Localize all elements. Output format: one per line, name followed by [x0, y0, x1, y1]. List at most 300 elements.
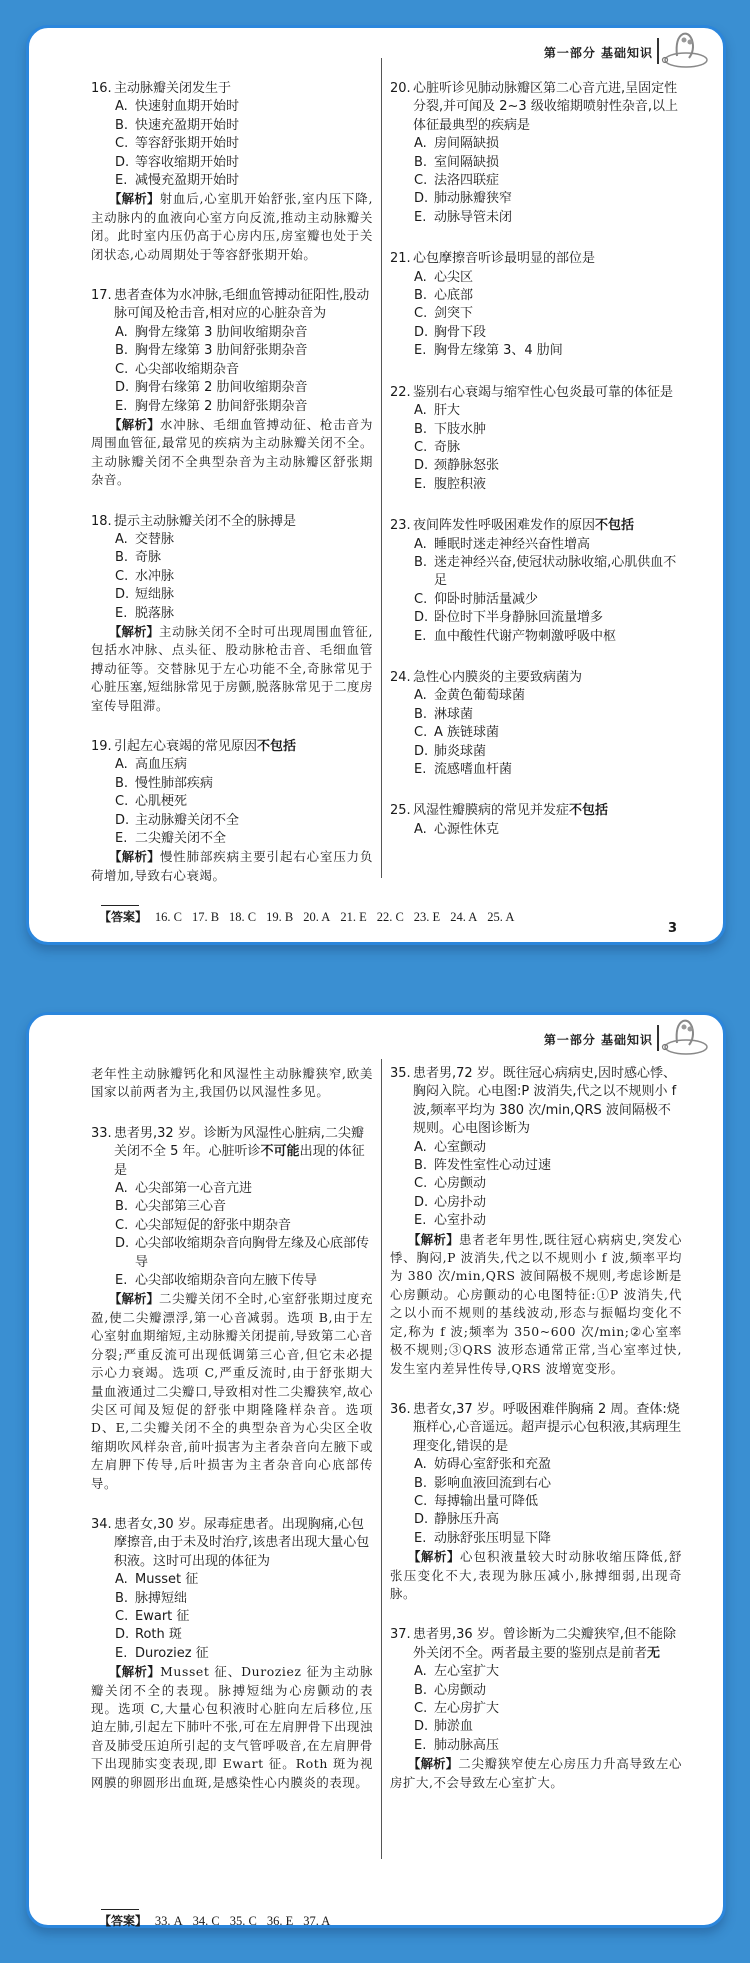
answer-option [390, 439, 682, 457]
explanation-text: 水冲脉、毛细血管搏动征、枪击音为周围血管征,最常见的疾病为主动脉瓣关闭不全。主动脉瓣关闭不全典型杂音为主动脉瓣区舒张期杂音。 [91, 416, 373, 488]
question-text: 患者查体为水冲脉,毛细血管搏动征阳性,股动脉可闻及枪击音,相对应的心脏杂音为 [114, 288, 370, 322]
explanation-text: 心包积液量较大时动脉收缩压降低,舒张压变化不大,表现为脉压减小,脉搏细弱,出现奇脉。 [390, 1549, 683, 1601]
answer-entry: 21. E [340, 910, 367, 924]
option-letter: D. [414, 191, 429, 207]
option-text: 腹腔积液 [434, 476, 487, 492]
explanation-label: 【解析】 [408, 1756, 459, 1772]
option-text: 心尖部短促的舒张中期杂音 [135, 1217, 292, 1233]
option-letter: E. [115, 605, 128, 621]
option-letter: C. [414, 306, 428, 322]
answer-option [390, 402, 682, 420]
option-letter: D. [414, 1512, 429, 1528]
question-text: 患者女,30 岁。尿毒症患者。出现胸痛,心包摩擦音,由于未及时治疗,该患者出现大量心包积液。这时可出现的体征为 [114, 1516, 370, 1569]
answer-option [390, 209, 682, 227]
page-number: 3 [667, 921, 677, 936]
option-text: 左心室扩大 [434, 1664, 500, 1680]
question-stem [91, 80, 373, 98]
option-letter: B. [115, 1590, 129, 1606]
option-letter: D. [115, 1627, 130, 1643]
answer-rule [101, 1909, 139, 1910]
explanation-label: 【解析】 [109, 416, 160, 432]
question-item [390, 1626, 682, 1792]
question-number: 21. [390, 251, 411, 267]
explanation-text: 二尖瓣狭窄使左心房压力升高导致左心房扩大,不会导致左心室扩大。 [390, 1756, 682, 1790]
answer-option [390, 1700, 682, 1718]
question-number: 37. [390, 1627, 411, 1643]
question-text: 夜间阵发性呼吸困难发作的原因 [413, 518, 596, 534]
question-stem [390, 517, 682, 535]
question-item [91, 80, 373, 264]
option-letter: A. [414, 269, 427, 285]
option-text: 奇脉 [434, 439, 461, 455]
answer-option [91, 756, 373, 774]
option-letter: D. [115, 380, 130, 396]
explanation-label: 【解析】 [109, 1664, 161, 1680]
answer-entry: 37. A [303, 1914, 331, 1928]
answer-option [390, 476, 682, 494]
answer-entry: 33. A [154, 1914, 183, 1928]
column-divider [381, 1059, 382, 1859]
question-number: 34. [91, 1516, 112, 1532]
answer-option [91, 98, 373, 116]
option-text: 短绌脉 [135, 587, 175, 603]
option-text: 心尖部收缩期杂音 [135, 361, 240, 377]
option-text: 心室颤动 [434, 1139, 487, 1155]
answer-option [390, 287, 682, 305]
option-text: 脱落脉 [135, 605, 175, 621]
question-number: 17. [91, 288, 112, 304]
answer-label: 【答案】 [99, 1914, 148, 1928]
option-text: 仰卧时肺活量减少 [434, 591, 539, 607]
question-stem [390, 1401, 682, 1456]
option-text: 胸骨右缘第 2 肋间收缩期杂音 [135, 380, 308, 396]
option-text: 下肢水肿 [434, 421, 487, 437]
answer-key [99, 908, 524, 925]
answer-option [390, 1475, 682, 1493]
continued-paragraph: 老年性主动脉瓣钙化和风湿性主动脉瓣狭窄,欧美国家以前两者为主,我国仍以风湿性多见。 [91, 1066, 373, 1100]
option-text: 胸骨左缘第 3 肋间舒张期杂音 [135, 343, 308, 359]
option-text: 动脉导管未闭 [434, 209, 513, 225]
answer-entry: 19. B [266, 910, 294, 924]
option-letter: B. [414, 288, 428, 304]
answer-option [91, 398, 373, 416]
book-logo-icon [659, 30, 709, 70]
explanation-label: 【解析】 [109, 191, 160, 207]
left-column [91, 80, 373, 908]
option-letter: A. [115, 99, 128, 115]
option-text: 心房扑动 [434, 1194, 487, 1210]
answer-option [390, 1530, 682, 1548]
column-divider [381, 58, 382, 878]
option-text: 每搏输出量可降低 [434, 1493, 539, 1509]
explanation-label: 【解析】 [408, 1549, 460, 1565]
option-letter: A. [414, 688, 427, 704]
question-emphasis: 不包括 [257, 739, 297, 754]
answer-label: 【答案】 [99, 910, 148, 924]
answer-option [390, 1212, 682, 1230]
option-text: 妨碍心室舒张和充盈 [434, 1457, 552, 1473]
question-text: 急性心内膜炎的主要致病菌为 [413, 669, 583, 685]
book-page-2 [26, 1012, 726, 1928]
answer-option [91, 1217, 373, 1235]
option-text: 心源性休克 [434, 821, 500, 837]
answer-option [390, 305, 682, 323]
answer-entry: 25. A [487, 910, 515, 924]
explanation [91, 416, 373, 490]
option-text: 心尖部第一心音亢进 [135, 1181, 253, 1197]
answer-option [91, 793, 373, 811]
option-text: 高血压病 [135, 757, 188, 773]
option-letter: E. [414, 209, 427, 225]
explanation-label: 【解析】 [109, 623, 159, 639]
explanation-label: 【解析】 [109, 1291, 159, 1307]
question-number: 19. [91, 739, 112, 754]
explanation-label: 【解析】 [408, 1231, 459, 1247]
option-letter: B. [115, 117, 129, 133]
answer-option [390, 269, 682, 287]
answer-option [91, 1590, 373, 1608]
question-text: 患者男,36 岁。曾诊断为二尖瓣狭窄,但不能除外关闭不全。两者最主要的鉴别点是前者 [413, 1627, 676, 1661]
option-text: 金黄色葡萄球菌 [434, 688, 526, 704]
answer-option [390, 1157, 682, 1175]
option-letter: A. [414, 1139, 427, 1155]
option-text: 淋球菌 [434, 706, 474, 722]
option-letter: A. [115, 757, 128, 773]
option-letter: E. [414, 476, 427, 492]
explanation-text: 二尖瓣关闭不全时,心室舒张期过度充盈,使二尖瓣漂浮,第一心音减弱。选项 B,由于左心室射血期缩短,主动脉瓣关闭提前,导致第二心音分裂;严重反流可出现低调第三心音,但它未必提示心力衰竭。选项 C,严重反流时,由于舒张期大量血液通过二尖瓣口,导致相对性二尖瓣狭窄,故心尖区可闻及短促的舒张中期隆隆样杂音。选项 D、E,二尖瓣关闭不全的典型杂音为心尖区全收缩期吹风样杂音,前叶损害为主者杂音向左腋下或左肩胛下传导,后叶损害为主者杂音向心底部传导。 [91, 1291, 374, 1491]
question-number: 23. [390, 518, 411, 534]
option-text: 卧位时下半身静脉回流量增多 [434, 610, 604, 626]
answer-option [390, 135, 682, 153]
option-text: 心尖区 [434, 269, 474, 285]
option-letter: D. [414, 610, 429, 626]
option-text: 血中酸性代谢产物刺激呼吸中枢 [434, 628, 617, 644]
answer-option [91, 324, 373, 342]
option-text: 肺炎球菌 [434, 743, 487, 759]
answer-entry: 20. A [303, 910, 331, 924]
explanation [91, 1290, 373, 1492]
option-text: A 族链球菌 [434, 725, 500, 741]
option-letter: B. [414, 1475, 428, 1491]
option-letter: B. [414, 1158, 428, 1174]
answer-option [91, 605, 373, 623]
answer-entry: 36. E [266, 1914, 294, 1928]
answer-entry: 16. C [154, 910, 182, 924]
option-letter: C. [414, 173, 428, 189]
answer-option [390, 1493, 682, 1511]
question-text: 主动脉瓣关闭发生于 [114, 81, 232, 96]
option-text: 心肌梗死 [135, 794, 188, 810]
answer-key [99, 1912, 340, 1929]
question-item [390, 80, 682, 227]
option-letter: A. [414, 821, 427, 837]
option-text: 脉搏短绌 [135, 1590, 188, 1606]
explanation [91, 190, 373, 264]
option-letter: D. [115, 812, 130, 828]
option-text: Duroziez 征 [135, 1645, 209, 1661]
explanation [390, 1231, 682, 1378]
option-letter: D. [115, 587, 130, 603]
answer-option [390, 1456, 682, 1474]
answer-option [91, 154, 373, 172]
explanation [91, 623, 373, 715]
answer-option [390, 628, 682, 646]
answer-option [390, 724, 682, 742]
answer-option [390, 1175, 682, 1193]
option-text: 流感嗜血杆菌 [434, 762, 513, 777]
question-text: 患者男,72 岁。既往冠心病病史,因时感心悸、胸闷入院。心电图:P 波消失,代之以不规则小 f 波,频率平均为 380 次/min,QRS 波间隔极不规则。心电图诊断为 [413, 1066, 677, 1137]
option-letter: D. [414, 743, 429, 759]
option-letter: C. [414, 725, 428, 741]
answer-entry: 34. C [192, 1914, 220, 1928]
option-letter: E. [414, 762, 427, 777]
question-number: 35. [390, 1066, 411, 1081]
option-letter: E. [414, 1530, 427, 1546]
question-text: 风湿性瓣膜病的常见并发症 [413, 803, 570, 819]
question-stem [390, 384, 682, 402]
option-letter: B. [414, 706, 428, 722]
question-emphasis: 无 [647, 1645, 661, 1661]
option-letter: A. [414, 1457, 427, 1473]
option-text: 心房颤动 [434, 1176, 487, 1192]
answer-option [390, 190, 682, 208]
answer-option [91, 117, 373, 135]
question-item [390, 1401, 682, 1603]
question-text: 患者男,32 岁。诊断为风湿性心脏病,二尖瓣关闭不全 5 年。心脏听诊 [114, 1125, 364, 1160]
answer-option [390, 342, 682, 360]
section-header: 第一部分 基础知识 [543, 46, 653, 60]
answer-option [390, 536, 682, 554]
question-stem [390, 250, 682, 268]
question-item [390, 517, 682, 646]
option-letter: C. [414, 1701, 428, 1716]
explanation-label: 【解析】 [109, 849, 160, 865]
question-number: 18. [91, 513, 112, 529]
answer-option [390, 706, 682, 724]
answer-option [91, 361, 373, 379]
option-letter: E. [414, 1213, 427, 1229]
option-text: 快速射血期开始时 [135, 99, 240, 115]
option-letter: B. [115, 1199, 129, 1215]
option-text: Ewart 征 [135, 1608, 190, 1624]
option-letter: D. [115, 1236, 130, 1252]
question-item [390, 384, 682, 494]
answer-option [91, 1645, 373, 1663]
option-letter: C. [414, 1176, 428, 1192]
answer-entry: 23. E [413, 910, 441, 924]
option-letter: C. [414, 1493, 428, 1509]
answer-option [390, 821, 682, 839]
question-stem [390, 1626, 682, 1663]
answer-option [91, 379, 373, 397]
answer-option [91, 1180, 373, 1198]
option-letter: C. [115, 1608, 129, 1624]
answer-option [91, 1608, 373, 1626]
option-letter: B. [414, 1682, 428, 1698]
book-logo-icon [659, 1017, 709, 1057]
question-stem [390, 669, 682, 687]
answer-option [390, 172, 682, 190]
question-text-tail: 出现的体征是 [114, 1144, 365, 1178]
option-text: 胸骨左缘第 2 肋间舒张期杂音 [135, 398, 308, 414]
answer-option [91, 172, 373, 190]
answer-option [390, 1511, 682, 1529]
question-item [91, 287, 373, 489]
option-text: 心房颤动 [434, 1682, 487, 1698]
explanation-text: Musset 征、Duroziez 征为主动脉瓣关闭不全的表现。脉搏短绌为心房颤动的表现。选项 C,大量心包积液时心脏向左后移位,压迫左肺,引起左下肺叶不张,可在左肩胛骨下出现浊音及肺受压迫所引起的支气管呼吸音,在左肩胛骨下出现肺实变表现,即 Ewart 征。Roth 斑为视网膜的卵圆形出血斑,是感染性心内膜炎的表现。 [91, 1664, 373, 1790]
explanation-text: 主动脉关闭不全时可出现周围血管征,包括水冲脉、点头征、股动脉枪击音、毛细血管搏动征等。交替脉见于左心功能不全,奇脉常见于心脏压塞,短绌脉常见于房颤,脱落脉常见于二度房室传导阻滞。 [91, 623, 374, 713]
option-letter: D. [115, 154, 130, 170]
option-text: 肝大 [434, 403, 461, 419]
option-letter: E. [414, 628, 427, 644]
question-text: 引起左心衰竭的常见原因 [114, 739, 258, 754]
answer-option [390, 591, 682, 609]
question-text: 心包摩擦音听诊最明显的部位是 [413, 251, 596, 267]
option-letter: A. [115, 1572, 128, 1588]
answer-entry: 22. C [376, 910, 404, 924]
answer-option [91, 830, 373, 848]
question-emphasis: 不包括 [595, 518, 635, 534]
option-text: 静脉压升高 [434, 1512, 500, 1528]
option-text: 等容舒张期开始时 [135, 136, 240, 152]
option-text: 二尖瓣关闭不全 [135, 831, 227, 847]
answer-option [91, 586, 373, 604]
option-text: 主动脉瓣关闭不全 [135, 812, 240, 828]
answer-option [390, 421, 682, 439]
option-text: 心尖部第三心音 [135, 1199, 227, 1215]
answer-entry: 18. C [229, 910, 257, 924]
option-text: Musset 征 [135, 1572, 199, 1588]
answer-option [91, 1571, 373, 1589]
answer-rule [101, 905, 139, 906]
option-text: 心底部 [434, 288, 474, 304]
option-text: Roth 斑 [135, 1627, 182, 1643]
option-text: 心尖部收缩期杂音向左腋下传导 [135, 1273, 318, 1289]
answer-option [91, 812, 373, 830]
answer-option [390, 1194, 682, 1212]
question-emphasis: 不包括 [569, 803, 609, 819]
option-letter: C. [115, 794, 129, 810]
answer-option [91, 1626, 373, 1644]
question-item [91, 738, 373, 885]
answer-option [390, 554, 682, 591]
option-letter: C. [414, 439, 428, 455]
explanation-text: 患者老年男性,既往冠心病病史,突发心悸、胸闷,P 波消失,代之以不规则小 f 波,频率平均为 380 次/min,QRS 波间隔极不规则,考虑诊断是心房颤动。心房颤动的心电图特征:①P 波消失,代之以小而不规则的基线波动,形态与振幅均变化不定,称为 f 波;频率为 350~600 次/min;②心室率极不规则;③QRS 波形态通常正常,当心室率过快,发生室内差异性传导,QRS 波增宽变形。 [390, 1231, 682, 1376]
option-text: 影响血液回流到右心 [434, 1475, 552, 1491]
answer-option [390, 457, 682, 475]
option-text: 阵发性室性心动过速 [434, 1158, 552, 1174]
option-text: 动脉舒张压明显下降 [434, 1530, 552, 1546]
option-letter: E. [115, 831, 128, 847]
option-text: 胸骨左缘第 3 肋间收缩期杂音 [135, 324, 308, 340]
option-letter: C. [414, 591, 428, 607]
option-text: 交替脉 [135, 531, 175, 547]
option-letter: A. [414, 403, 427, 419]
question-stem [390, 1065, 682, 1139]
answer-option [91, 1235, 373, 1272]
option-letter: C. [115, 1217, 129, 1233]
option-letter: A. [414, 1664, 427, 1680]
right-column [390, 80, 682, 862]
continued-text [91, 1065, 373, 1102]
option-letter: B. [115, 775, 129, 791]
question-text: 心脏听诊见肺动脉瓣区第二心音亢进,呈固定性分裂,并可闻及 2~3 级收缩期喷射性杂音,以上体征最典型的疾病是 [413, 81, 678, 133]
answer-option [390, 1139, 682, 1157]
option-text: 肺动脉高压 [434, 1737, 500, 1753]
option-letter: B. [414, 421, 428, 437]
question-stem [91, 1516, 373, 1571]
option-text: 颈静脉怒张 [434, 458, 500, 474]
option-letter: E. [414, 343, 427, 359]
answer-option [91, 775, 373, 793]
option-letter: A. [414, 536, 427, 552]
answer-option [390, 1737, 682, 1755]
option-text: 胸骨下段 [434, 324, 487, 340]
question-text: 鉴别右心衰竭与缩窄性心包炎最可靠的体征是 [413, 384, 674, 400]
option-letter: B. [414, 154, 428, 170]
option-text: 奇脉 [135, 550, 162, 566]
question-text: 提示主动脉瓣关闭不全的脉搏是 [114, 513, 297, 529]
answer-entry: 24. A [450, 910, 478, 924]
option-letter: D. [414, 1194, 429, 1210]
answer-option [91, 531, 373, 549]
answer-option [91, 549, 373, 567]
option-text: 室间隔缺损 [434, 154, 500, 170]
question-stem [91, 513, 373, 531]
explanation-text: 射血后,心室肌开始舒张,室内压下降,主动脉内的血液向心室方向反流,推动主动脉瓣关闭。此时室内压仍高于心房内压,房室瓣也处于关闭状态,心动周期处于等容舒张期开始。 [91, 191, 373, 262]
question-item [91, 1125, 373, 1493]
answer-option [390, 1682, 682, 1700]
option-letter: E. [115, 1645, 128, 1661]
question-stem [91, 738, 373, 756]
answer-option [91, 568, 373, 586]
option-text: 肺动脉瓣狭窄 [434, 191, 513, 207]
option-text: 法洛四联症 [434, 173, 500, 189]
option-text: 慢性肺部疾病 [135, 775, 214, 791]
book-page-1 [26, 25, 726, 945]
section-header: 第一部分 基础知识 [543, 1033, 653, 1047]
option-letter: D. [414, 1719, 429, 1735]
answer-option [91, 1272, 373, 1290]
option-letter: C. [115, 136, 129, 152]
answer-option [91, 1198, 373, 1216]
answer-option [390, 324, 682, 342]
left-column [91, 1065, 373, 1815]
explanation [390, 1755, 682, 1792]
explanation [91, 1663, 373, 1792]
option-letter: E. [115, 1273, 128, 1289]
question-number: 16. [91, 81, 112, 96]
question-number: 20. [390, 81, 411, 96]
question-number: 33. [91, 1125, 112, 1141]
question-stem [91, 287, 373, 324]
question-item [91, 513, 373, 715]
question-item [91, 1516, 373, 1792]
question-number: 36. [390, 1401, 411, 1417]
question-number: 24. [390, 669, 411, 685]
question-text: 患者女,37 岁。呼吸困难伴胸痛 2 周。查体:烧瓶样心,心音遥远。超声提示心包积液,其病理生理变化,错误的是 [413, 1401, 682, 1454]
answer-option [390, 609, 682, 627]
option-letter: B. [115, 550, 129, 566]
question-number: 22. [390, 384, 411, 400]
explanation [91, 848, 373, 885]
question-item [390, 802, 682, 839]
question-emphasis: 不可能 [260, 1144, 300, 1160]
option-letter: A. [115, 1181, 128, 1197]
right-column [390, 1065, 682, 1815]
option-letter: C. [115, 361, 129, 377]
option-text: 心室扑动 [434, 1213, 487, 1229]
